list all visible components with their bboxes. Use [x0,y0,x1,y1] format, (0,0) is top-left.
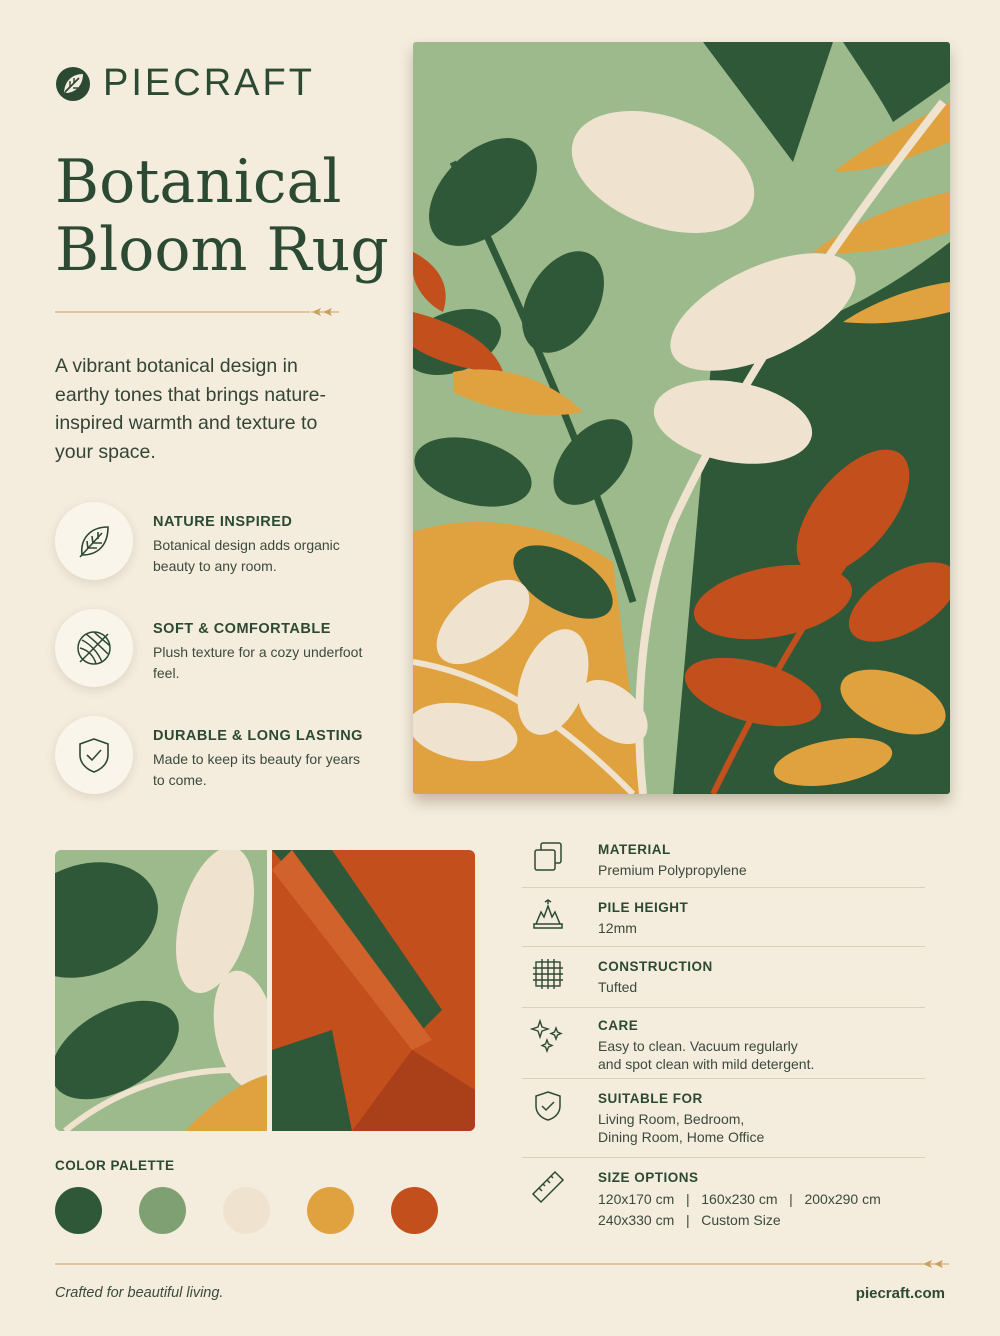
feature-text: Made to keep its beauty for years to come. [153,751,360,788]
detail-photo-right [272,850,475,1131]
feature-title: DURABLE & LONG LASTING [153,728,363,744]
spec-list [522,830,925,1238]
feature-title: SOFT & COMFORTABLE [153,621,331,637]
footer-divider [55,1258,950,1270]
spec-value: 12mm [598,920,637,936]
color-swatch-dark-green [55,1187,102,1234]
palette-label: COLOR PALETTE [55,1158,175,1173]
leaf-logo-icon [55,66,91,102]
spec-suitable-for [522,1079,925,1158]
feature-text: Botanical design adds organic beauty to any room. [153,537,340,574]
layers-icon [531,840,565,874]
spec-value: Easy to clean. Vacuum regularly and spot clean with mild detergent. [598,1038,815,1072]
feature-title: NATURE INSPIRED [153,514,293,530]
footer-tagline: Crafted for beautiful living. [55,1285,224,1301]
spec-size-options [522,1158,925,1238]
spec-value: Premium Polypropylene [598,862,747,878]
color-swatch-sage [139,1187,186,1234]
pile-icon [531,898,565,932]
product-title-line1: Botanical [55,147,342,217]
spec-label: CONSTRUCTION [598,959,713,974]
grid-icon [531,957,565,991]
product-description: A vibrant botanical design in earthy tones that brings nature-inspired warmth and texture to your space. [55,355,326,463]
product-title [55,148,395,284]
color-swatch-rust [391,1187,438,1234]
color-palette [55,1187,438,1234]
detail-photos [55,850,475,1131]
spec-material [522,830,925,888]
spec-label: SIZE OPTIONS [598,1170,699,1185]
brand-name: PIECRAFT [103,62,315,104]
spec-construction [522,947,925,1008]
spec-value: Living Room, Bedroom, Dining Room, Home Office [598,1111,765,1145]
feature-nature [55,502,368,580]
spec-value: 120x170 cm | 160x230 cm | 200x290 cm 240x330 cm | Custom Size [598,1191,881,1228]
detail-photo-left [55,850,267,1131]
spec-label: MATERIAL [598,842,671,857]
feature-durable [55,716,368,794]
sparkle-icon [530,1018,566,1054]
spec-label: SUITABLE FOR [598,1091,703,1106]
shield-check-icon [531,1089,565,1123]
product-title-line2: Bloom Rug [55,215,389,285]
feature-soft [55,609,368,687]
brand [55,62,315,105]
spec-value: Tufted [598,979,638,995]
spec-label: CARE [598,1018,639,1033]
color-swatch-mustard [307,1187,354,1234]
feature-text: Plush texture for a cozy underfoot feel. [153,644,363,681]
ruler-icon [529,1168,567,1206]
yarn-ball-icon [72,626,116,670]
title-divider [55,306,340,318]
leaf-icon [72,519,116,563]
spec-pile-height [522,888,925,947]
rug-image [413,42,950,794]
spec-care [522,1008,925,1079]
shield-check-icon [72,733,116,777]
spec-label: PILE HEIGHT [598,900,689,915]
color-swatch-cream [223,1187,270,1234]
footer-website-link[interactable]: piecraft.com [855,1285,945,1302]
